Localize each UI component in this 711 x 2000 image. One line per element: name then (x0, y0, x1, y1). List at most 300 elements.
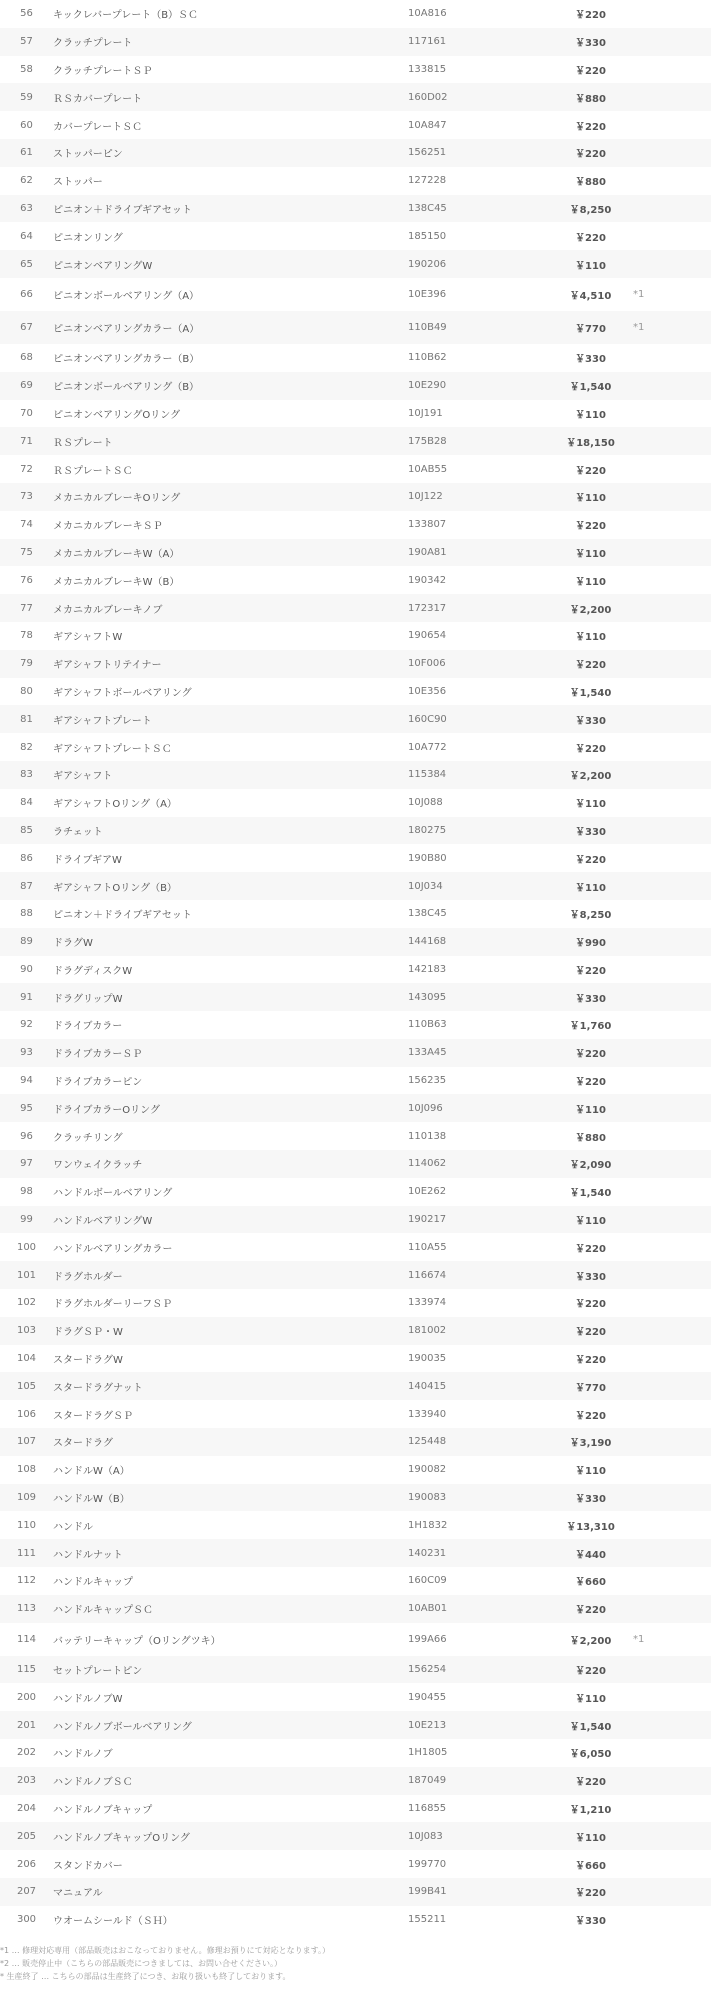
part-code: 190455 (408, 1691, 447, 1703)
part-name: ストッパーピン (53, 149, 123, 161)
part-code: 10F006 (408, 658, 446, 670)
part-number: 57 (20, 36, 33, 48)
part-note (633, 539, 711, 567)
part-code: 160D02 (408, 91, 448, 103)
part-note (633, 983, 711, 1011)
part-number: 205 (16, 1830, 37, 1842)
part-note (633, 705, 711, 733)
part-price: ￥770 (575, 1382, 606, 1394)
part-code: 114062 (408, 1158, 447, 1170)
part-number: 106 (16, 1408, 37, 1420)
part-number: 114 (16, 1633, 37, 1645)
table-row (0, 1850, 711, 1878)
table-row (0, 0, 711, 28)
table-row (0, 928, 711, 956)
part-code: 140231 (408, 1547, 447, 1559)
table-row (0, 1711, 711, 1739)
part-code: 156251 (408, 147, 447, 159)
part-name: ドラグディスクW (53, 965, 133, 977)
part-note (633, 1795, 711, 1823)
part-price: ￥110 (575, 260, 606, 272)
table-row (0, 1822, 711, 1850)
part-price: ￥990 (575, 938, 606, 950)
part-note (633, 1822, 711, 1850)
part-name: ドラグＳＰ・W (53, 1327, 123, 1339)
part-number: 99 (20, 1214, 33, 1226)
part-name: ウオームシールド（ＳＨ） (53, 1916, 173, 1928)
table-row (0, 139, 711, 167)
part-number: 101 (16, 1269, 37, 1281)
part-code: 190083 (408, 1492, 447, 1504)
table-row (0, 1372, 711, 1400)
table-row (0, 1067, 711, 1095)
part-note (633, 1122, 711, 1150)
part-name: ピニオンベアリングカラー（B） (53, 354, 200, 366)
table-row (0, 1567, 711, 1595)
table-row (0, 311, 711, 344)
part-number: 89 (20, 936, 33, 948)
part-number: 200 (16, 1691, 37, 1703)
part-number: 61 (20, 147, 33, 159)
part-note (633, 1539, 711, 1567)
part-price: ￥110 (575, 1693, 606, 1705)
part-note (633, 483, 711, 511)
part-note (633, 678, 711, 706)
part-name: ギアシャフトプレート (53, 715, 152, 727)
part-name: ハンドルノブキャップ (53, 1805, 153, 1816)
part-price: ￥770 (575, 323, 606, 335)
part-note (633, 195, 711, 223)
part-note (633, 1261, 711, 1289)
table-row (0, 956, 711, 984)
part-note (633, 1317, 711, 1345)
part-number: 81 (20, 713, 33, 725)
part-code: 10J096 (408, 1102, 443, 1114)
table-row (0, 900, 711, 928)
part-price: ￥2,200 (569, 604, 612, 616)
table-row (0, 1094, 711, 1122)
part-note (633, 1484, 711, 1512)
part-note (633, 344, 711, 372)
part-price: ￥330 (575, 354, 606, 366)
table-row (0, 1400, 711, 1428)
part-name: ＲＳプレート (53, 437, 113, 449)
part-code: 172317 (408, 602, 447, 614)
part-number: 77 (20, 602, 33, 614)
part-note (633, 594, 711, 622)
part-code: 190035 (408, 1353, 447, 1365)
part-number: 204 (16, 1803, 37, 1814)
table-row (0, 650, 711, 678)
part-code: 117161 (408, 36, 447, 48)
part-code: 190654 (408, 630, 447, 642)
footnote-1: *1 … 修理対応専用（部品販売はおこなっておりません。修理お預りにて対応となります。） (0, 1945, 331, 1955)
part-price: ￥220 (575, 1299, 606, 1311)
footnote-3: * 生産終了 … こちらの部品は生産終了につき、お取り扱いも終了しております。 (0, 1971, 291, 1981)
part-price: ￥220 (575, 65, 606, 77)
part-code: 110B63 (408, 1019, 447, 1031)
part-code: 10J088 (408, 797, 443, 809)
part-code: 110138 (408, 1130, 447, 1142)
part-price: ￥220 (575, 1888, 606, 1900)
part-note (633, 1428, 711, 1456)
part-code: 181002 (408, 1325, 447, 1337)
part-code: 133974 (408, 1297, 447, 1309)
part-name: スタードラグW (53, 1355, 123, 1367)
part-price: ￥330 (575, 1494, 606, 1506)
part-code: 138C45 (408, 202, 447, 214)
part-number: 103 (16, 1325, 37, 1337)
part-note (633, 139, 711, 167)
part-price: ￥220 (575, 965, 606, 977)
part-code: 160C90 (408, 713, 447, 725)
part-note (633, 427, 711, 455)
part-note (633, 1094, 711, 1122)
part-note (633, 844, 711, 872)
part-name: ドラグホルダーリーフＳＰ (53, 1299, 173, 1311)
part-note (633, 1767, 711, 1795)
part-note (633, 372, 711, 400)
table-row (0, 167, 711, 195)
part-price: ￥220 (575, 465, 606, 477)
part-note (633, 511, 711, 539)
part-name: ピニオンベアリングカラー（A） (53, 323, 200, 335)
part-number: 64 (20, 230, 33, 242)
part-name: ドライブカラーOリング (53, 1104, 160, 1116)
part-name: ドライブカラーピン (53, 1077, 143, 1089)
part-code: 156235 (408, 1075, 447, 1087)
part-number: 63 (20, 202, 33, 214)
part-note: *1 (633, 1633, 645, 1645)
part-name: カバープレートＳＣ (53, 121, 143, 133)
part-price: ￥220 (575, 743, 606, 755)
part-name: ワンウェイクラッチ (53, 1160, 143, 1172)
table-row (0, 195, 711, 223)
part-price: ￥220 (575, 149, 606, 161)
part-number: 59 (20, 91, 33, 103)
part-code: 10E356 (408, 685, 447, 697)
part-note (633, 111, 711, 139)
part-price: ￥220 (575, 1243, 606, 1255)
part-code: 10A816 (408, 8, 447, 20)
part-number: 207 (16, 1886, 37, 1898)
part-code: 180275 (408, 824, 447, 836)
part-number: 109 (16, 1492, 37, 1504)
part-name: ハンドルノブ (53, 1749, 113, 1761)
part-name: セットプレートピン (53, 1666, 143, 1678)
part-code: 133940 (408, 1408, 447, 1420)
table-row (0, 111, 711, 139)
table-row (0, 1317, 711, 1345)
part-price: ￥110 (575, 1466, 606, 1478)
part-note (633, 1878, 711, 1906)
part-name: ハンドルノブキャップOリング (53, 1832, 190, 1844)
part-code: 133A45 (408, 1047, 447, 1059)
part-note (633, 1372, 711, 1400)
part-number: 62 (20, 175, 33, 187)
part-number: 300 (16, 1914, 37, 1926)
part-price: ￥880 (575, 1132, 606, 1144)
part-note (633, 789, 711, 817)
part-note (633, 1711, 711, 1739)
part-name: ドライブギアW (53, 854, 122, 866)
part-name: スタードラグＳＰ (53, 1410, 133, 1422)
part-price: ￥110 (575, 1832, 606, 1844)
part-note (633, 872, 711, 900)
part-number: 82 (20, 741, 33, 753)
part-name: ピニオンベアリングW (53, 260, 153, 272)
part-price: ￥330 (575, 993, 606, 1005)
part-number: 112 (16, 1575, 37, 1587)
part-note (633, 1150, 711, 1178)
table-row (0, 1656, 711, 1684)
part-number: 111 (16, 1547, 37, 1559)
part-price: ￥330 (575, 1916, 606, 1928)
part-code: 116674 (408, 1269, 447, 1281)
part-code: 10J034 (408, 880, 443, 892)
part-note (633, 28, 711, 56)
part-price: ￥3,190 (569, 1438, 612, 1450)
part-price: ￥660 (575, 1860, 606, 1872)
part-price: ￥1,540 (569, 382, 612, 394)
part-code: 10E396 (408, 288, 447, 300)
part-price: ￥330 (575, 1271, 606, 1283)
part-note (633, 733, 711, 761)
part-name: ドラグホルダー (53, 1271, 123, 1283)
part-number: 74 (20, 519, 33, 531)
part-code: 190342 (408, 574, 447, 586)
part-price: ￥110 (575, 1104, 606, 1116)
part-number: 115 (16, 1664, 37, 1676)
table-row (0, 1767, 711, 1795)
part-note (633, 167, 711, 195)
part-price: ￥4,510 (569, 290, 612, 302)
part-code: 1H1805 (408, 1747, 448, 1759)
table-row (0, 400, 711, 428)
part-note (633, 83, 711, 111)
part-number: 113 (16, 1603, 37, 1615)
part-number: 93 (20, 1047, 33, 1059)
part-number: 98 (20, 1186, 33, 1198)
table-row (0, 455, 711, 483)
part-code: 160C09 (408, 1575, 447, 1587)
part-code: 190206 (408, 258, 447, 270)
part-code: 10E290 (408, 380, 447, 392)
part-number: 85 (20, 824, 33, 836)
part-number: 201 (16, 1719, 37, 1731)
part-name: ハンドルナット (53, 1549, 123, 1561)
part-code: 110B62 (408, 352, 447, 364)
part-number: 86 (20, 852, 33, 864)
part-number: 67 (20, 321, 33, 333)
part-name: バッテリーキャップ（Oリングツキ） (53, 1635, 221, 1647)
table-row (0, 483, 711, 511)
part-name: メカニカルブレーキノブ (53, 604, 163, 616)
part-code: 143095 (408, 991, 447, 1003)
part-price: ￥220 (575, 121, 606, 133)
part-number: 68 (20, 352, 33, 364)
part-note (633, 1206, 711, 1234)
part-name: ハンドルノブW (53, 1693, 123, 1705)
part-code: 116855 (408, 1803, 447, 1814)
part-code: 175B28 (408, 435, 447, 447)
part-note: *1 (633, 321, 645, 333)
part-note (633, 1345, 711, 1373)
part-price: ￥220 (575, 1410, 606, 1422)
part-price: ￥330 (575, 715, 606, 727)
part-name: マニュアル (53, 1888, 103, 1900)
part-name: キックレバープレート（B）ＳＣ (53, 10, 199, 22)
part-note (633, 1067, 711, 1095)
part-name: ギアシャフト (53, 771, 113, 783)
footnote-2: *2 … 販売停止中（こちらの部品販売につきましては、お問い合せください。） (0, 1958, 283, 1968)
part-price: ￥330 (575, 38, 606, 50)
part-note (633, 1511, 711, 1539)
part-name: スタードラグナット (53, 1382, 143, 1394)
part-note (633, 0, 711, 28)
part-name: ギアシャフトリテイナー (53, 660, 162, 672)
part-name: ギアシャフトW (53, 632, 123, 644)
part-note (633, 1906, 711, 1934)
table-row (0, 1345, 711, 1373)
part-code: 10E213 (408, 1719, 447, 1731)
table-row (0, 678, 711, 706)
part-number: 84 (20, 797, 33, 809)
table-row (0, 1595, 711, 1623)
part-code: 10A772 (408, 741, 447, 753)
part-code: 190082 (408, 1464, 447, 1476)
part-price: ￥1,760 (569, 1021, 612, 1033)
part-note (633, 400, 711, 428)
part-price: ￥880 (575, 177, 606, 189)
part-number: 100 (16, 1241, 37, 1253)
part-note (633, 650, 711, 678)
table-row (0, 1428, 711, 1456)
part-price: ￥2,090 (569, 1160, 612, 1172)
part-name: ギアシャフトOリング（B） (53, 882, 177, 894)
part-number: 72 (20, 463, 33, 475)
part-number: 78 (20, 630, 33, 642)
part-code: 190A81 (408, 546, 447, 558)
table-row (0, 56, 711, 84)
part-price: ￥220 (575, 1077, 606, 1089)
part-number: 79 (20, 658, 33, 670)
part-name: ラチェット (53, 826, 103, 838)
part-name: ＲＳカバープレート (53, 93, 143, 105)
part-price: ￥880 (575, 93, 606, 105)
part-price: ￥220 (575, 521, 606, 533)
table-row (0, 1039, 711, 1067)
table-row (0, 1683, 711, 1711)
table-row (0, 1456, 711, 1484)
part-price: ￥110 (575, 409, 606, 421)
part-price: ￥220 (575, 10, 606, 22)
part-name: ストッパー (53, 177, 103, 189)
part-note (633, 761, 711, 789)
table-row (0, 1178, 711, 1206)
part-number: 108 (16, 1464, 37, 1476)
part-name: ギアシャフトプレートＳＣ (53, 743, 172, 755)
part-name: クラッチリング (53, 1132, 123, 1144)
table-row (0, 1484, 711, 1512)
part-note (633, 1289, 711, 1317)
part-name: スタンドカバー (53, 1860, 123, 1872)
part-name: ドライブカラーＳＰ (53, 1049, 143, 1061)
part-code: 199B41 (408, 1886, 447, 1898)
part-price: ￥18,150 (566, 437, 615, 449)
table-row (0, 1122, 711, 1150)
part-number: 88 (20, 908, 33, 920)
part-code: 138C45 (408, 908, 447, 920)
table-row (0, 539, 711, 567)
part-number: 202 (16, 1747, 37, 1759)
part-number: 107 (16, 1436, 37, 1448)
table-row (0, 1623, 711, 1656)
part-note (633, 1039, 711, 1067)
part-name: ピニオンベアリングOリング (53, 409, 181, 421)
part-name: ハンドルキャップ (53, 1577, 133, 1589)
part-number: 91 (20, 991, 33, 1003)
part-number: 69 (20, 380, 33, 392)
part-price: ￥110 (575, 493, 606, 505)
part-code: 127228 (408, 175, 447, 187)
part-name: ドラグリップW (53, 993, 123, 1005)
part-name: ハンドルボールベアリング (53, 1188, 173, 1200)
part-number: 96 (20, 1130, 33, 1142)
part-name: メカニカルブレーキW（A） (53, 548, 180, 560)
part-price: ￥2,200 (569, 1635, 612, 1647)
part-note (633, 1656, 711, 1684)
part-name: メカニカルブレーキOリング (53, 493, 181, 505)
table-row (0, 1233, 711, 1261)
part-code: 190217 (408, 1214, 447, 1226)
part-name: メカニカルブレーキW（B） (53, 576, 180, 588)
table-row (0, 250, 711, 278)
part-note (633, 1233, 711, 1261)
part-note: *1 (633, 288, 645, 300)
part-name: ハンドルベアリングW (53, 1216, 153, 1228)
part-number: 104 (16, 1353, 37, 1365)
part-price: ￥8,250 (569, 204, 612, 216)
part-code: 144168 (408, 936, 447, 948)
part-price: ￥440 (575, 1549, 606, 1561)
part-price: ￥660 (575, 1577, 606, 1589)
part-code: 10J083 (408, 1830, 443, 1842)
part-price: ￥220 (575, 1049, 606, 1061)
part-note (633, 455, 711, 483)
part-price: ￥220 (575, 1355, 606, 1367)
table-row (0, 1739, 711, 1767)
part-code: 187049 (408, 1775, 447, 1787)
part-code: 190B80 (408, 852, 447, 864)
part-code: 155211 (408, 1914, 447, 1926)
part-number: 71 (20, 435, 33, 447)
part-price: ￥220 (575, 1605, 606, 1617)
part-name: ギアシャフトOリング（A） (53, 799, 177, 811)
part-code: 185150 (408, 230, 447, 242)
table-row (0, 278, 711, 311)
part-price: ￥220 (575, 854, 606, 866)
part-note (633, 1456, 711, 1484)
table-row (0, 1906, 711, 1934)
part-note (633, 1567, 711, 1595)
part-number: 58 (20, 63, 33, 75)
part-note (633, 1178, 711, 1206)
part-code: 10J122 (408, 491, 443, 503)
part-code: 110A55 (408, 1241, 447, 1253)
part-code: 199A66 (408, 1633, 447, 1645)
table-row (0, 344, 711, 372)
